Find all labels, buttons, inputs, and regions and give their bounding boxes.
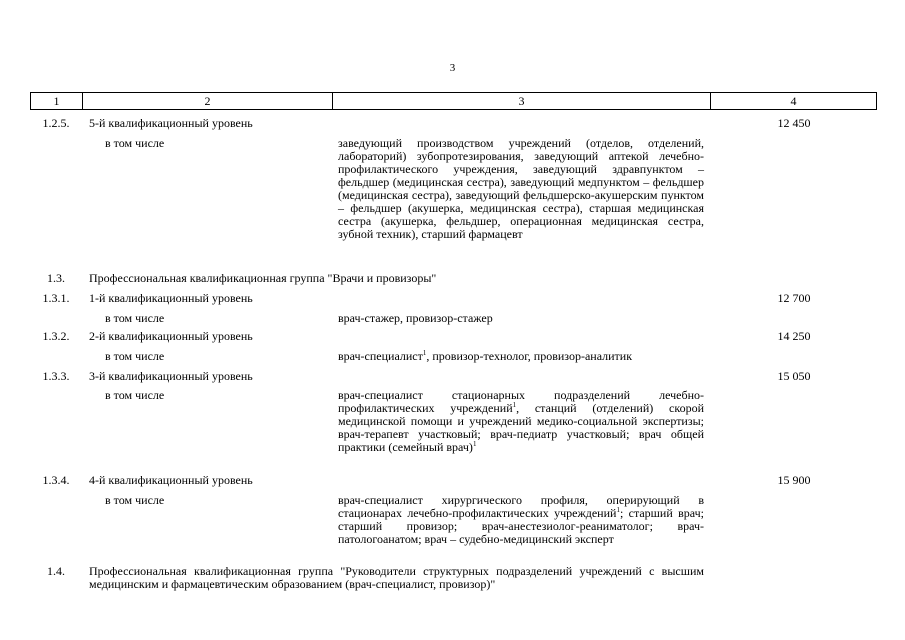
salary-value: 15 050 xyxy=(777,369,811,383)
footnote-mark: 1 xyxy=(422,349,427,357)
row-number: 1.4. xyxy=(47,564,65,578)
row-number: 1.3. xyxy=(47,271,65,285)
column-header-1: 1 xyxy=(31,93,83,110)
qualification-level: 1-й квалификационный уровень xyxy=(89,291,253,305)
qualification-level: 4-й квалификационный уровень xyxy=(89,473,253,487)
including-label: в том числе xyxy=(105,136,165,150)
qualification-level: 2-й квалификационный уровень xyxy=(89,329,253,343)
qualification-level: 5-й квалификационный уровень xyxy=(89,116,253,130)
column-header-4: 4 xyxy=(711,93,877,110)
qualification-level: 3-й квалификационный уровень xyxy=(89,369,253,383)
positions-text: врач-специалист хирургического профиля, оперирующий в стационарах лечебно-профилактических учреждений$^1$; старший врач; старший провизор; врач-анестезиолог-реаниматолог; врач-патологоанатом; врач – судебно-медицинский эксперт xyxy=(338,493,704,546)
row-number: 1.3.4. xyxy=(42,473,70,487)
including-label: в том числе xyxy=(105,388,165,402)
column-header-2: 2 xyxy=(83,93,333,110)
page-number: 3 xyxy=(449,62,456,74)
group-title: Профессиональная квалификационная группа "Врачи и провизоры" xyxy=(89,271,437,285)
column-header-3: 3 xyxy=(333,93,711,110)
positions-text: врач-стажер, провизор-стажер xyxy=(338,311,493,325)
positions-text: врач-специалист стационарных подразделений лечебно-профилактических учреждений$^1$, станций (отделений) скорой медицинской помощи и учреждений медико-социальной экспертизы; врач-терапевт участковый; врач-педиатр участковый; врач общей практики (семейный врач)$^1$ xyxy=(338,388,704,454)
row-number: 1.3.2. xyxy=(42,329,70,343)
footnote-mark: 1 xyxy=(512,401,517,409)
including-label: в том числе xyxy=(105,349,165,363)
column-header-table xyxy=(30,92,877,110)
row-number: 1.2.5. xyxy=(42,116,70,130)
including-label: в том числе xyxy=(105,493,165,507)
salary-value: 12 450 xyxy=(777,116,811,130)
row-number: 1.3.1. xyxy=(42,291,70,305)
positions-text: заведующий производством учреждений (отделов, отделений, лабораторий) зубопротезирования, заведующий аптекой лечебно-профилактического учреждения, заведующий здравпунктом – фельдшер (медицинская сестра), заведующий медпунктом – фельдшер (медицинская сестра), заведующий фельдшерско-акушерским пунктом – фельдшер (акушерка, медицинская сестра), старшая медицинская сестра (акушерка, фельдшер, операционная медицинская сестра, зубной техник), старший фармацевт xyxy=(338,136,704,241)
footnote-mark: 1 xyxy=(616,506,620,514)
salary-value: 15 900 xyxy=(777,473,811,487)
salary-value: 12 700 xyxy=(777,291,811,305)
row-number: 1.3.3. xyxy=(42,369,70,383)
salary-value: 14 250 xyxy=(777,329,811,343)
group-title: Профессиональная квалификационная группа "Руководители структурных подразделений учреждений с высшим медицинским и фармацевтическим образованием (врач-специалист, провизор)" xyxy=(89,564,704,591)
including-label: в том числе xyxy=(105,311,165,325)
positions-text: врач-специалист$^1$, провизор-технолог, провизор-аналитик xyxy=(338,349,633,363)
footnote-mark: 1 xyxy=(472,440,477,448)
